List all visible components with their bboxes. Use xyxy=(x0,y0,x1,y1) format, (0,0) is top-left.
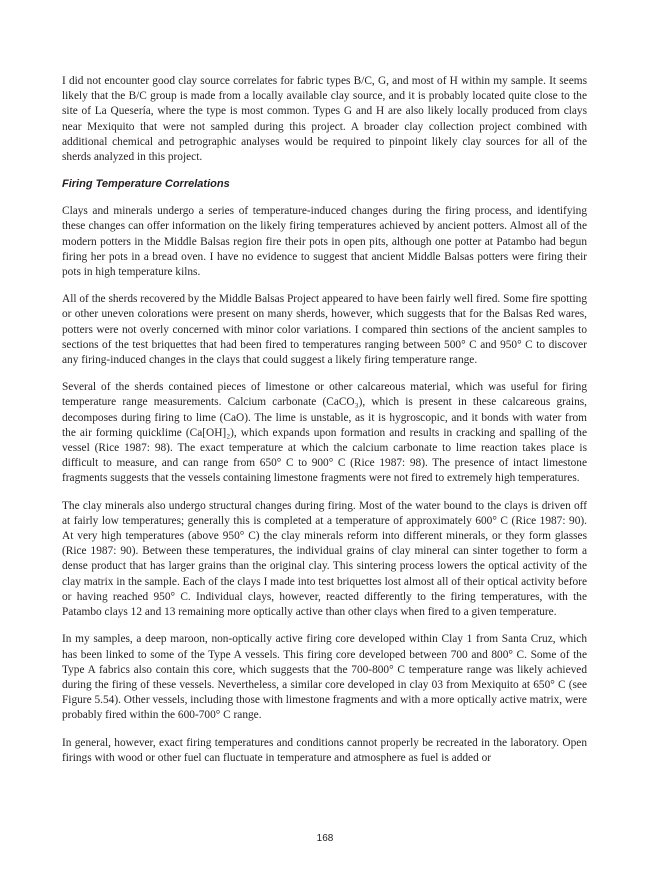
paragraph-clay-minerals: The clay minerals also undergo structural changes during firing. Most of the water bound to the clays is driven off at fairly low temperatures; generally this is completed at a temperature of approximately 600° C (Rice 1987: 90). At very high temperatures (above 950° C) the clay minerals reform into different minerals, or they form glasses (Rice 1987: 90). Between these temperatures, the individual grains of clay mineral can sinter together to form a dense product that has larger grains than the original clay. This sintering process lowers the optical activity of the clay matrix in the sample. Each of the clays I made into test briquettes lost almost all of their optical activity before or having reached 950° C. Individual clays, however, reacted differently to the firing temperatures, with the Patambo clays 12 and 13 remaining more optically active than other clays when fired to a given temperature. xyxy=(62,499,587,619)
document-page xyxy=(62,74,587,778)
section-heading: Firing Temperature Correlations xyxy=(62,178,230,191)
paragraph-clay-source-correlates: I did not encounter good clay source correlates for fabric types B/C, G, and most of H within my sample. It seems likely that the B/C group is made from a locally available clay source, and it is probably located quite close to the site of La Quesería, where the type is most common. Types G and H are also likely locally produced from clays near Mexiquito that were not sampled during this project. A broader clay collection project combined with additional chemical and petrographic analyses would be required to pinpoint likely clay sources for all of the sherds analyzed in this project. xyxy=(62,75,587,164)
paragraph-firing-core: In my samples, a deep maroon, non-optically active firing core developed within Clay 1 from Santa Cruz, which has been linked to some of the Type A vessels. This firing core developed between 700 and 800° C. Some of the Type A fabrics also contain this core, which suggests that the 700-800° C temperature range was likely achieved during the firing of these vessels. Nevertheless, a similar core developed in clay 03 from Mexiquito at 650° C (see Figure 5.54). Other vessels, including those with limestone fragments and with a more optically active matrix, were probably fired within the 600-700° C range. xyxy=(62,633,587,722)
paragraph-general-firing: In general, however, exact firing temperatures and conditions cannot properly be recreated in the laboratory. Open firings with wood or other fuel can fluctuate in temperature and atmosphere as fuel is added or xyxy=(62,736,587,764)
paragraph-firing-intro: Clays and minerals undergo a series of temperature-induced changes during the firing process, and identifying these changes can offer information on the likely firing temperatures achieved by ancient potters. Almost all of the modern potters in the Middle Balsas region fire their pots in open pits, although one potter at Patambo had begun firing her pots in a bread oven. I have no evidence to suggest that ancient Middle Balsas potters were firing their pots in high temperature kilns. xyxy=(62,205,587,279)
paragraph-limestone: Several of the sherds contained pieces of limestone or other calcareous material, which was useful for firing temperature range measurements. Calcium carbonate (CaCO₃), which is present in these calcareous grains, decomposes during firing to lime (CaO). The lime is unstable, as it is hygroscopic, and it bonds with water from the air forming quicklime (Ca[OH]₂), which expands upon formation and results in cracking and spalling of the vessel (Rice 1987: 98). The exact temperature at which the calcium carbonate to lime reaction takes place is difficult to measure, and can range from 650° C to 900° C (Rice 1987: 98). The presence of intact limestone fragments suggests that the vessels containing limestone fragments were not fired to extremely high temperatures. xyxy=(62,381,587,485)
page-number: 168 xyxy=(316,833,334,844)
paragraph-sherd-firing: All of the sherds recovered by the Middle Balsas Project appeared to have been fairly well fired. Some fire spotting or other uneven colorations were present on many sherds, however, which suggests that for the Balsas Red wares, potters were not overly concerned with minor color variations. I compared thin sections of the ancient samples to sections of the test briquettes that had been fired to temperatures ranging between 500° C and 950° C to discover any firing-induced changes in the clays that could suggest a likely firing temperature range. xyxy=(62,293,587,367)
